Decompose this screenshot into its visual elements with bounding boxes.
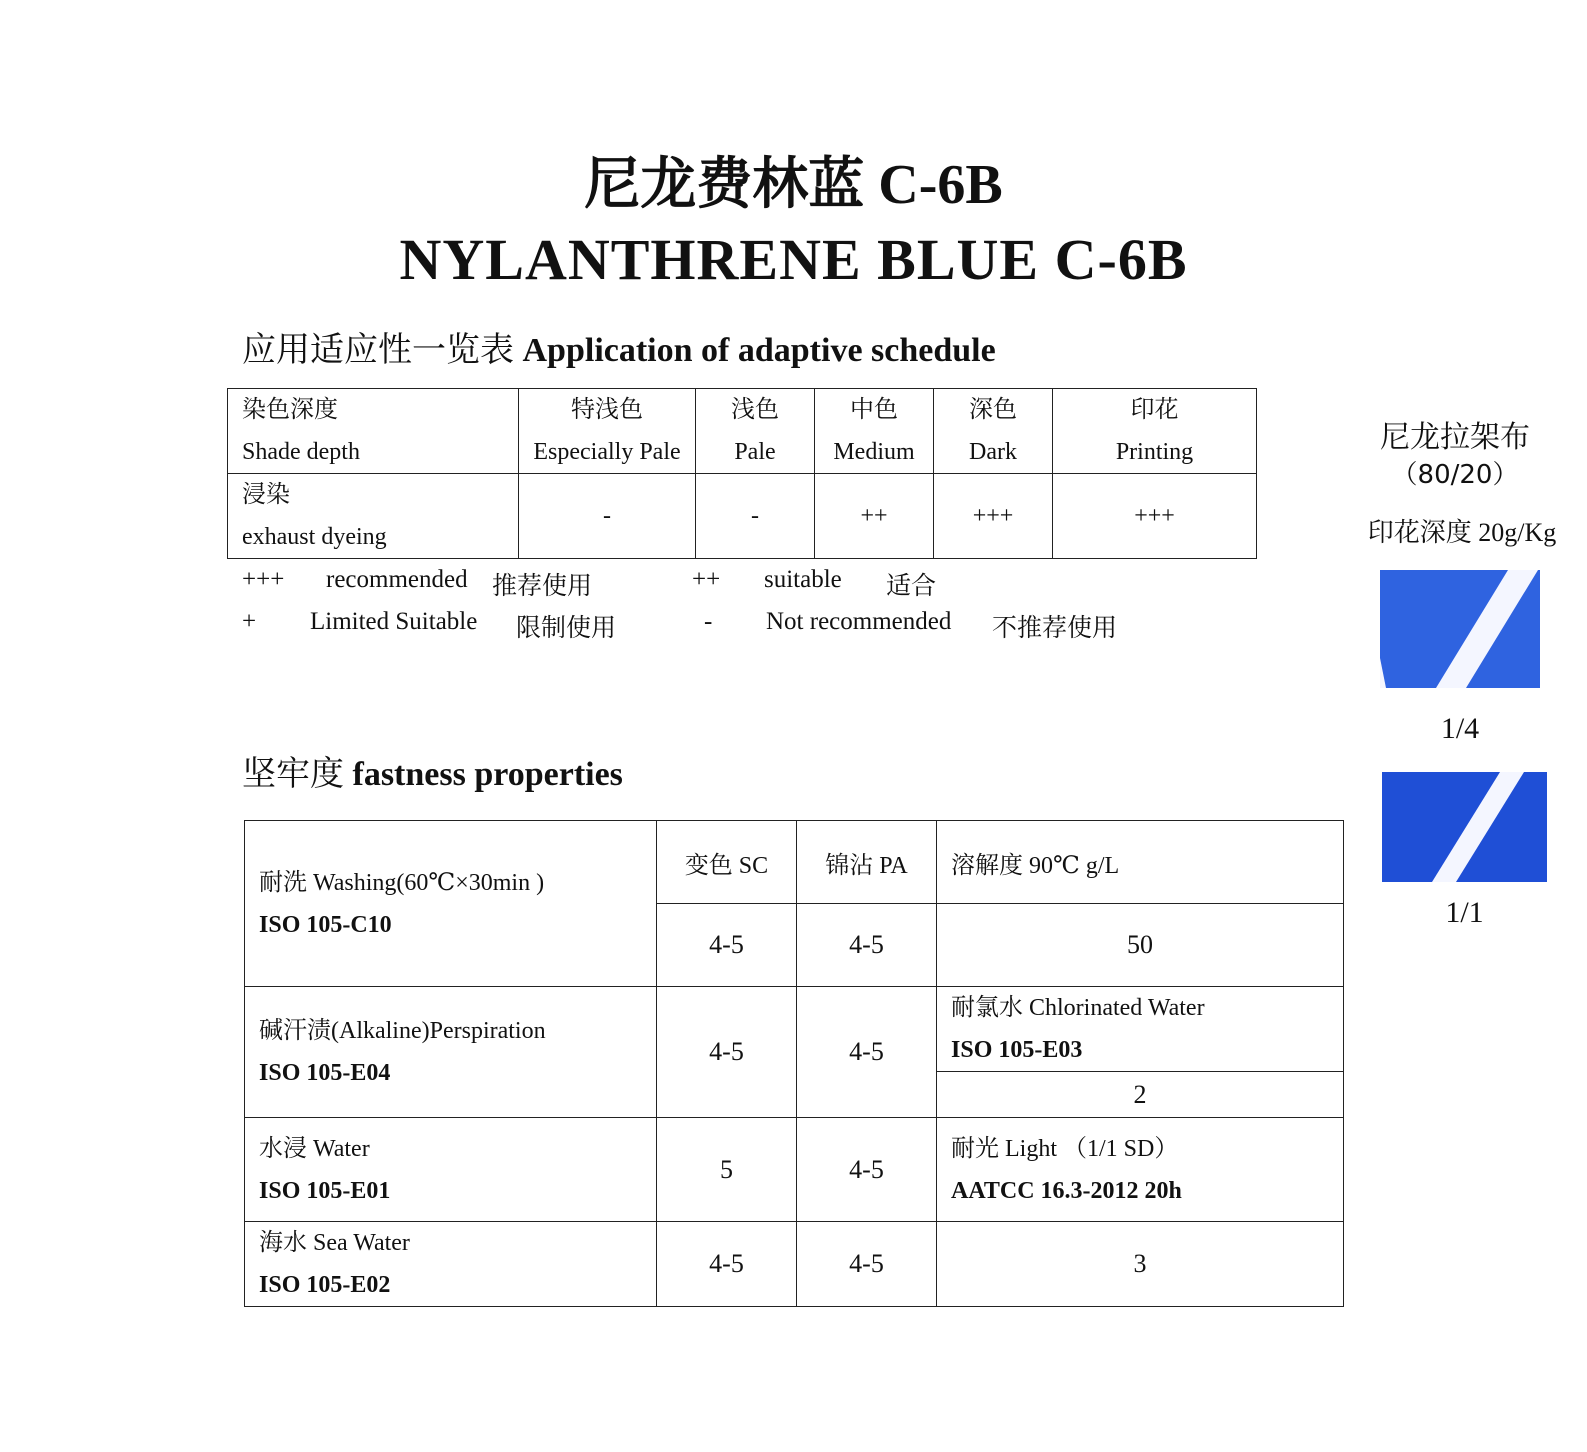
seawater-label: 海水 Sea Water [259, 1230, 410, 1256]
rating-especially-pale: - [519, 474, 696, 559]
legend-en-limited: Limited Suitable [310, 608, 478, 635]
alkaline-sc: 4-5 [657, 987, 797, 1118]
fastness-heading-en: fastness properties [352, 756, 623, 793]
seawater-sc: 4-5 [657, 1222, 797, 1307]
col-label-en: Especially Pale [533, 439, 681, 465]
swatch-full-label: 1/1 [1445, 896, 1484, 929]
legend-sym-recommended: +++ [242, 566, 285, 593]
col-medium [815, 389, 934, 474]
legend-cn-recommended: 推荐使用 [492, 573, 593, 600]
legend-cn-suitable: 适合 [886, 573, 937, 600]
col-pale [696, 389, 815, 474]
swatch-quarter-graphic [1380, 570, 1540, 688]
rating-pale: - [696, 474, 815, 559]
swatch-full-depth [1382, 772, 1547, 882]
application-header-row [228, 389, 1257, 474]
water-label-cell [245, 1118, 657, 1222]
water-pa: 4-5 [797, 1118, 937, 1222]
swatch-full-graphic [1382, 772, 1547, 882]
water-sc: 5 [657, 1118, 797, 1222]
light-label: 耐光 Light （1/1 SD） [951, 1135, 1179, 1162]
legend-sym-suitable: ++ [692, 566, 721, 593]
washing-label-cell [245, 821, 657, 987]
chlorinated-value: 2 [937, 1072, 1344, 1118]
print-depth-label: 印花深度 20g/Kg [1367, 518, 1557, 547]
exhaust-dyeing-label-cell [228, 474, 519, 559]
alkaline-standard: ISO 105-E04 [259, 1060, 391, 1086]
shade-depth-label-cell [228, 389, 519, 474]
col-label-cn: 深色 [969, 397, 1017, 423]
fastness-heading-cn: 坚牢度 [242, 756, 344, 793]
alkaline-label: 碱汗渍(Alkaline)Perspiration [259, 1018, 546, 1044]
rating-dark: +++ [934, 474, 1053, 559]
seawater-label-cell [245, 1222, 657, 1307]
application-table [227, 388, 1257, 559]
legend-sym-not-recommended: - [704, 608, 713, 635]
light-standard: AATCC 16.3-2012 20h [951, 1177, 1182, 1204]
washing-sc: 4-5 [657, 904, 797, 987]
chlorinated-label: 耐氯水 Chlorinated Water [951, 995, 1205, 1021]
title-chinese: 尼龙费林蓝 C-6B [584, 154, 1003, 216]
swatch-quarter-label: 1/4 [1440, 712, 1480, 745]
col-label-cn: 中色 [850, 397, 898, 423]
col-label-en: Dark [969, 439, 1017, 465]
col-printing [1053, 389, 1257, 474]
application-heading [242, 322, 996, 371]
washing-pa: 4-5 [797, 904, 937, 987]
col-label-cn: 印花 [1130, 397, 1179, 423]
legend-cn-not-recommended: 不推荐使用 [992, 615, 1118, 642]
seawater-row [245, 1222, 1344, 1307]
legend-en-not-recommended: Not recommended [766, 608, 952, 635]
col-label-en: Medium [833, 439, 915, 465]
rating-printing: +++ [1053, 474, 1257, 559]
rating-medium: ++ [815, 474, 934, 559]
shade-depth-en: Shade depth [242, 439, 360, 465]
water-label: 水浸 Water [259, 1135, 370, 1162]
fabric-ratio: （80/20） [1391, 460, 1519, 490]
water-standard: ISO 105-E01 [259, 1177, 391, 1204]
application-heading-cn: 应用适应性一览表 [242, 332, 514, 369]
alkaline-row [245, 987, 1344, 1072]
exhaust-dyeing-en: exhaust dyeing [242, 524, 387, 550]
light-label-cell [937, 1118, 1344, 1222]
exhaust-dyeing-row [228, 474, 1257, 559]
col-label-cn: 浅色 [731, 397, 779, 423]
fastness-heading [242, 746, 623, 795]
fastness-table [244, 820, 1344, 1307]
fabric-label: 尼龙拉架布 [1380, 421, 1530, 454]
solubility-value: 50 [937, 904, 1344, 987]
legend-en-recommended: recommended [326, 566, 468, 593]
col-label-en: Printing [1115, 439, 1194, 465]
seawater-standard: ISO 105-E02 [259, 1272, 391, 1298]
col-especially-pale [519, 389, 696, 474]
seawater-pa: 4-5 [797, 1222, 937, 1307]
legend-en-suitable: suitable [764, 566, 842, 593]
chlorinated-standard: ISO 105-E03 [951, 1037, 1083, 1063]
alkaline-label-cell [245, 987, 657, 1118]
water-row [245, 1118, 1344, 1222]
col-header-solubility: 溶解度 90℃ g/L [937, 821, 1344, 904]
application-heading-en: Application of adaptive schedule [522, 332, 996, 369]
washing-standard: ISO 105-C10 [259, 911, 392, 938]
light-value: 3 [937, 1222, 1344, 1307]
swatch-quarter-depth [1380, 570, 1540, 688]
legend-cn-limited: 限制使用 [516, 615, 617, 642]
title-english: NYLANTHRENE BLUE C-6B [399, 227, 1188, 292]
alkaline-pa: 4-5 [797, 987, 937, 1118]
col-header-pa: 锦沾 PA [797, 821, 937, 904]
exhaust-dyeing-cn: 浸染 [242, 482, 290, 508]
shade-depth-cn: 染色深度 [242, 397, 338, 423]
col-label-en: Pale [734, 439, 776, 465]
washing-label: 耐洗 Washing(60℃×30min ) [259, 869, 545, 896]
col-dark [934, 389, 1053, 474]
col-label-cn: 特浅色 [571, 397, 643, 423]
chlorinated-label-cell [937, 987, 1344, 1072]
col-header-sc: 变色 SC [657, 821, 797, 904]
legend-sym-limited: + [242, 608, 257, 635]
fastness-header-row [245, 821, 1344, 904]
